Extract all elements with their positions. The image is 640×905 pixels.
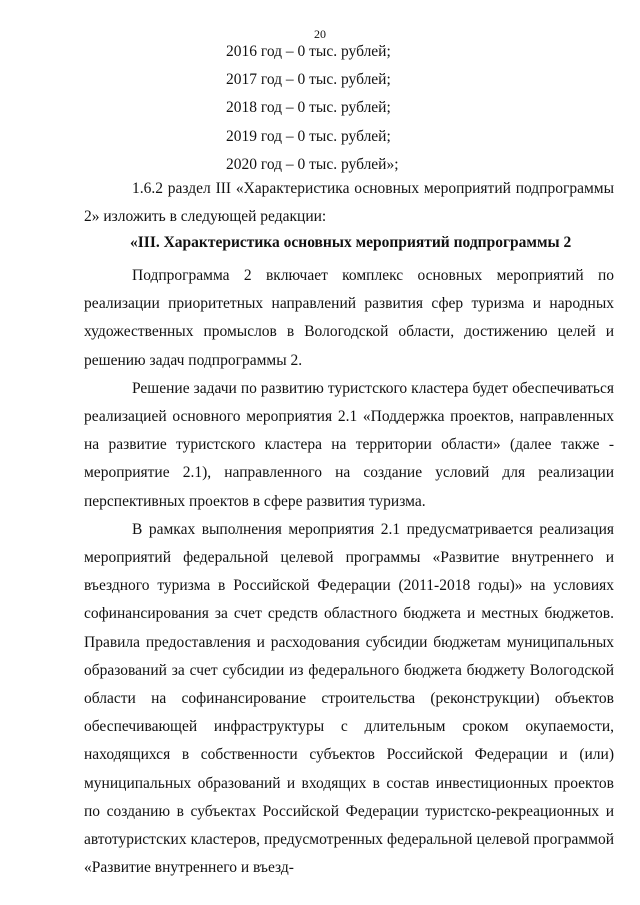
- section-heading: «III. Характеристика основных мероприятий подпрограммы 2: [130, 234, 572, 251]
- budget-line-2019: 2019 год – 0 тыс. рублей;: [226, 127, 391, 145]
- paragraph-1: Подпрограмма 2 включает комплекс основных мероприятий по реализации приоритетных направлений развития сфер туризма и народных художественных промыслов в Вологодской области, достижению целей и решению задач подпрограммы 2.: [84, 267, 614, 369]
- budget-line-2020: 2020 год – 0 тыс. рублей»;: [226, 155, 399, 173]
- budget-list: [226, 38, 399, 179]
- budget-line-2018: 2018 год – 0 тыс. рублей;: [226, 99, 391, 117]
- budget-line-2016: 2016 год – 0 тыс. рублей;: [226, 43, 391, 60]
- body-text: [84, 262, 614, 882]
- paragraph-2: Решение задачи по развитию туристского кластера будет обеспечиваться реализацией основного мероприятия 2.1 «Поддержка проектов, направленных на развитие туристского кластера на территории области» (далее также - мероприятие 2.1), направленного на создание условий для реализации перспективных проектов в сфере развития туризма.: [84, 379, 614, 510]
- amendment-block: [84, 175, 614, 231]
- paragraph-3: В рамках выполнения мероприятия 2.1 предусматривается реализация мероприятий федеральной целевой программы «Развитие внутреннего и въездного туризма в Российской Федерации (2011-2018 годы)» на условиях софинансирования за счет средств областного бюджета и местных бюджетов. Правила предоставления и расходования субсидии бюджетам муниципальных образований за счет субсидии из федерального бюджета бюджету Вологодской области на софинансирование строительства (реконструкции) объектов обеспечивающей инфраструктуры с длительным сроком окупаемости, находящихся в собственности субъектов Российской Федерации и (или) муниципальных образований и входящих в состав инвестиционных проектов по созданию в субъектах Российской Федерации туристско-рекреационных и автотуристских кластеров, предусмотренных федеральной целевой программой «Развитие внутреннего и въезд-: [84, 520, 614, 877]
- budget-line-2017: 2017 год – 0 тыс. рублей;: [226, 71, 391, 89]
- amendment-paragraph: 1.6.2 раздел III «Характеристика основных мероприятий подпрограммы 2» изложить в следующей редакции:: [84, 180, 614, 226]
- page-number: 20: [314, 27, 326, 41]
